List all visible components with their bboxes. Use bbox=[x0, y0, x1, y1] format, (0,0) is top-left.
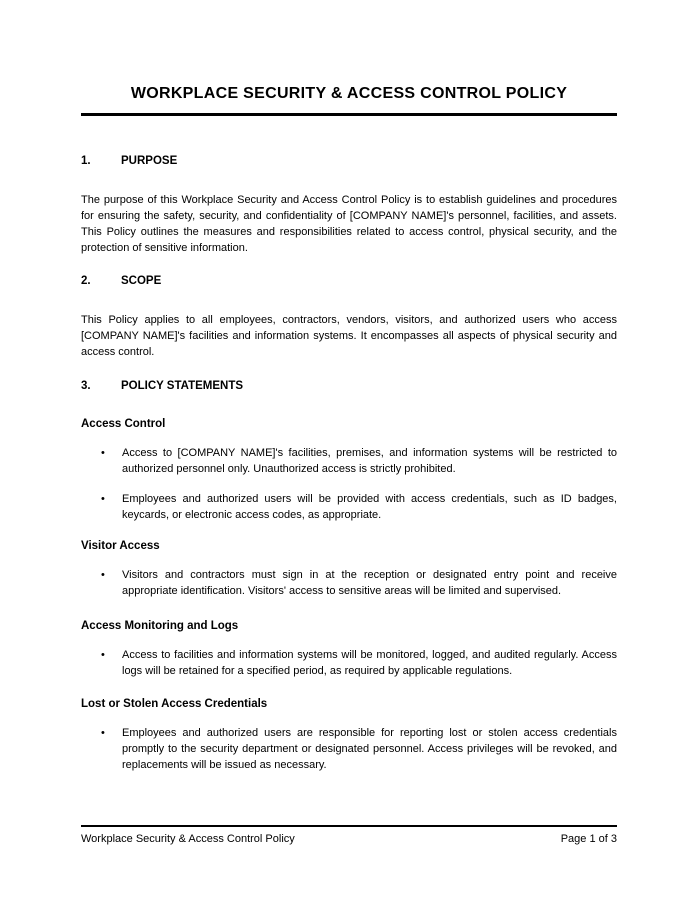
document-body bbox=[0, 154, 698, 773]
list-item bbox=[81, 491, 617, 523]
section-purpose bbox=[81, 154, 617, 256]
section-heading-label: PURPOSE bbox=[121, 155, 178, 167]
section-heading bbox=[81, 154, 617, 168]
subsection-heading: Access Control bbox=[81, 418, 166, 430]
bullet-icon: • bbox=[101, 649, 105, 661]
page-footer bbox=[81, 825, 617, 846]
subsection-lost-credentials bbox=[81, 697, 617, 773]
bullet-icon: • bbox=[101, 727, 105, 739]
bullet-icon: • bbox=[101, 493, 105, 505]
list-item bbox=[81, 567, 617, 599]
list-item-text: Access to [COMPANY NAME]'s facilities, premises, and information systems will be restricted to authorized personnel only. Unauthorized access is strictly prohibited. bbox=[122, 447, 617, 475]
list-item-text: Visitors and contractors must sign in at the reception or designated entry point and receive appropriate identification. Visitors' access to sensitive areas will be limited and supervised. bbox=[122, 569, 617, 597]
bullet-list bbox=[81, 445, 617, 523]
subsection-heading: Visitor Access bbox=[81, 540, 160, 552]
subsection-visitor-access bbox=[81, 539, 617, 599]
section-heading bbox=[81, 379, 617, 393]
section-heading-label: SCOPE bbox=[121, 275, 162, 287]
subsection-access-control bbox=[81, 417, 617, 523]
section-paragraph: This Policy applies to all employees, contractors, vendors, visitors, and authorized users who access [COMPANY NAME]'s facilities and information systems. It encompasses all aspects of physical security and access control. bbox=[81, 314, 617, 358]
bullet-list bbox=[81, 567, 617, 599]
list-item-text: Employees and authorized users are responsible for reporting lost or stolen access credentials promptly to the security department or designated personnel. Access privileges will be revoked, and replacements will be issued as necessary. bbox=[122, 727, 617, 771]
list-item bbox=[81, 725, 617, 773]
list-item bbox=[81, 647, 617, 679]
section-number: 2. bbox=[81, 275, 91, 287]
section-scope bbox=[81, 274, 617, 360]
section-heading bbox=[81, 274, 617, 288]
list-item-text: Employees and authorized users will be provided with access credentials, such as ID badges, keycards, or electronic access codes, as appropriate. bbox=[122, 493, 617, 521]
section-policy-statements bbox=[81, 379, 617, 773]
bullet-icon: • bbox=[101, 569, 105, 581]
list-item-text: Access to facilities and information systems will be monitored, logged, and audited regularly. Access logs will be retained for a specified period, as required by applicable regulations. bbox=[122, 649, 617, 677]
bullet-list bbox=[81, 647, 617, 679]
footer-document-title: Workplace Security & Access Control Policy bbox=[81, 833, 295, 845]
subsection-heading: Access Monitoring and Logs bbox=[81, 620, 239, 632]
section-heading-label: POLICY STATEMENTS bbox=[121, 380, 244, 392]
title-divider bbox=[81, 113, 617, 116]
subsection-access-monitoring bbox=[81, 619, 617, 679]
bullet-list bbox=[81, 725, 617, 773]
section-number: 3. bbox=[81, 380, 91, 392]
document-title: WORKPLACE SECURITY & ACCESS CONTROL POLICY bbox=[130, 85, 568, 102]
list-item bbox=[81, 445, 617, 477]
section-paragraph: The purpose of this Workplace Security and Access Control Policy is to establish guidelines and procedures for ensuring the safety, security, and confidentiality of [COMPANY NAME]'s personnel, facilities, and assets. This Policy outlines the measures and responsibilities related to access control, physical security, and the protection of sensitive information. bbox=[81, 194, 617, 254]
footer-page-number: Page 1 of 3 bbox=[560, 833, 617, 845]
subsection-heading: Lost or Stolen Access Credentials bbox=[81, 698, 268, 710]
bullet-icon: • bbox=[101, 447, 105, 459]
section-number: 1. bbox=[81, 155, 91, 167]
